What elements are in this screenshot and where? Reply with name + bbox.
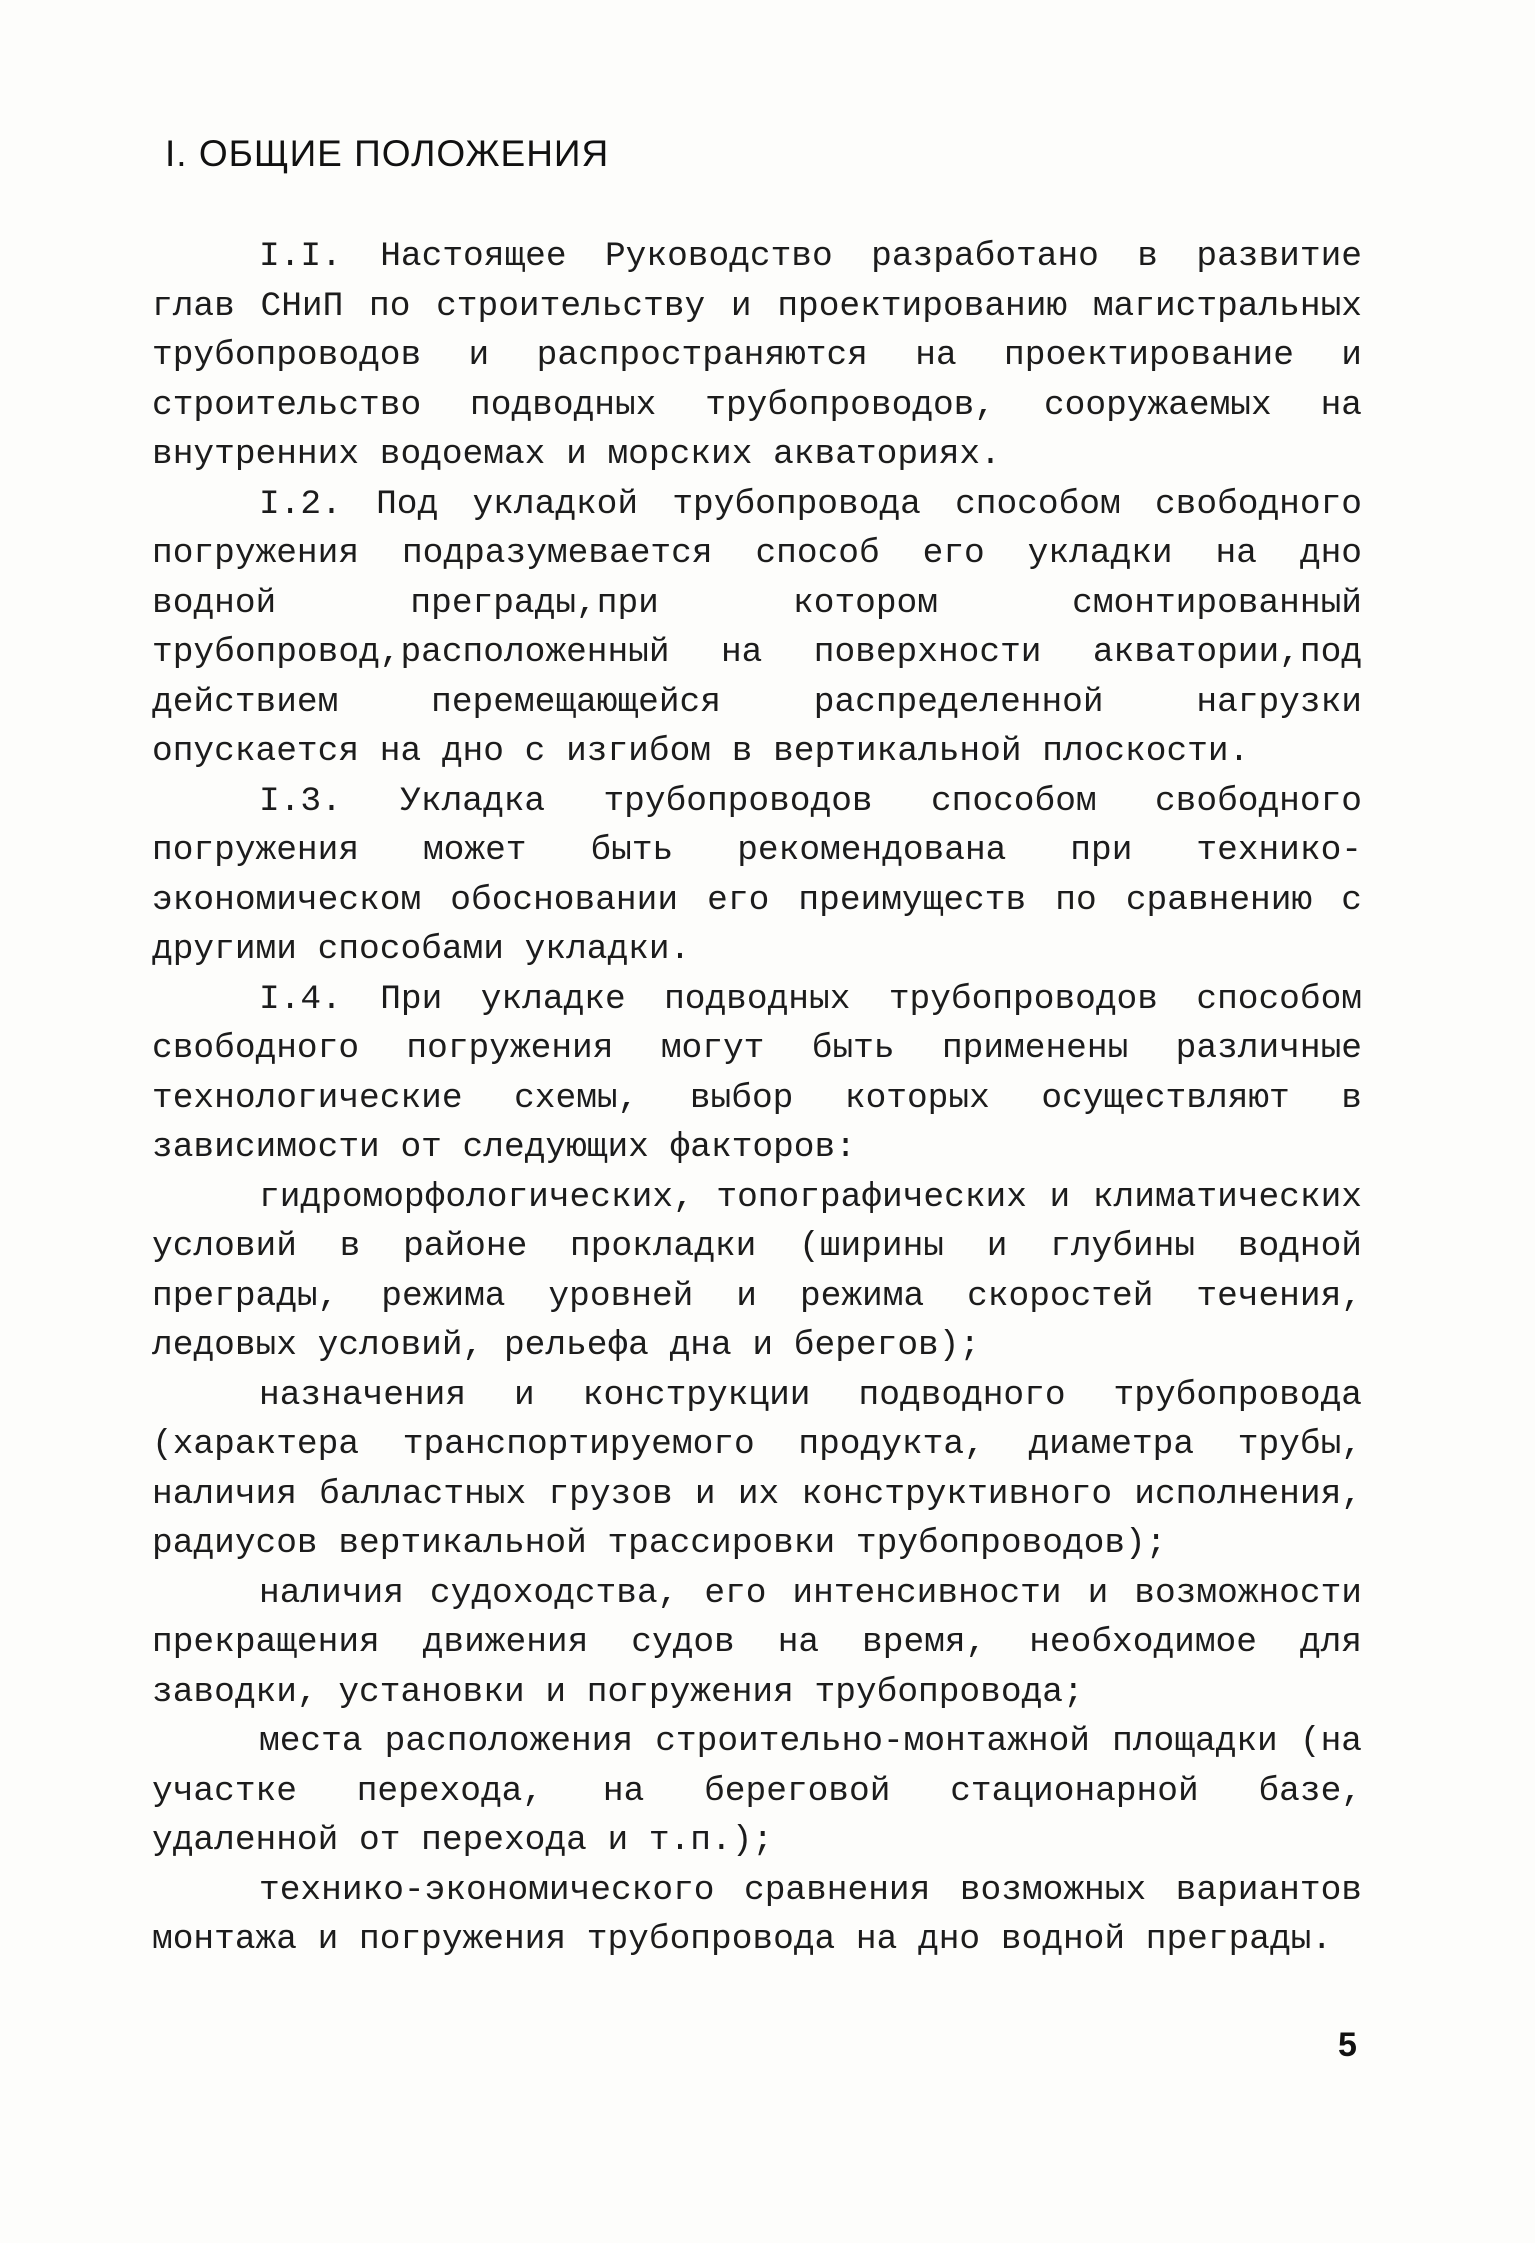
paragraph-1-3: I.3. Укладка трубопроводов способом свободного погружения может быть рекомендована при технико-экономическом обосновании его преимуществ по сравнению с другими способами укладки.	[152, 781, 1362, 969]
paragraph-1-1: I.I. Настоящее Руководство разработано в развитие глав СНиП по строительству и проектированию магистральных трубопроводов и распространяются на проектирование и строительство подводных трубопроводов, сооружаемых на внутренних водоемах и морских акваториях.	[152, 237, 1362, 474]
body-text	[152, 232, 1362, 1965]
page-number: 5	[1338, 2026, 1357, 2064]
section-heading: I. ОБЩИЕ ПОЛОЖЕНИЯ	[165, 133, 610, 174]
paragraph-1-2: I.2. Под укладкой трубопровода способом свободного погружения подразумевается способ его укладки на дно водной преграды,при котором смонтированный трубопровод,расположенный на поверхности акватории,под действием перемещающейся распределенной нагрузки опускается на дно с изгибом в вертикальной плоскости.	[152, 484, 1362, 771]
factor-pipeline-purpose: назначения и конструкции подводного трубопровода (характера транспортируемого продукта, диаметра трубы, наличия балластных грузов и их конструктивного исполнения, радиусов вертикальной трассировки трубопроводов);	[152, 1375, 1362, 1563]
factor-economic-comparison: технико-экономического сравнения возможных вариантов монтажа и погружения трубопровода на дно водной преграды.	[152, 1870, 1362, 1959]
factor-hydromorphological: гидроморфологических, топографических и климатических условий в районе прокладки (ширины и глубины водной преграды, режима уровней и режима скоростей течения, ледовых условий, рельефа дна и берегов);	[152, 1177, 1362, 1365]
paragraph-1-4: I.4. При укладке подводных трубопроводов способом свободного погружения могут быть применены различные технологические схемы, выбор которых осуществляют в зависимости от следующих факторов:	[152, 979, 1362, 1167]
factor-assembly-site: места расположения строительно-монтажной площадки (на участке перехода, на береговой стационарной базе, удаленной от перехода и т.п.);	[152, 1722, 1362, 1860]
factor-navigation: наличия судоходства, его интенсивности и возможности прекращения движения судов на время, необходимое для заводки, установки и погружения трубопровода;	[152, 1573, 1362, 1712]
